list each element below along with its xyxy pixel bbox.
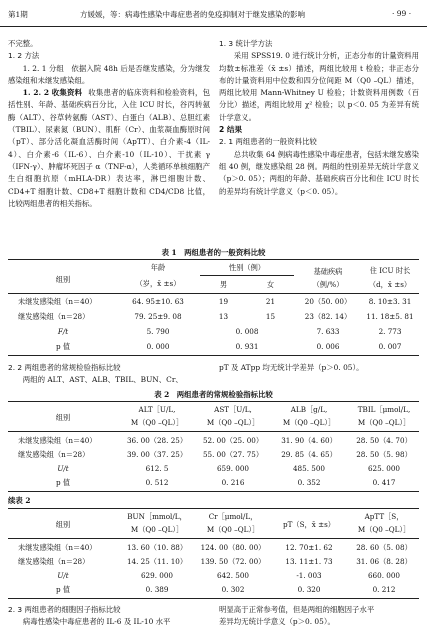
- cell-disease: 20（50. 00）: [304, 297, 352, 306]
- table-2b-header-group: 组别: [55, 520, 71, 529]
- section-title-1-2: 1. 2 方法: [8, 51, 40, 61]
- section-title-1-3: 1. 3 统计学方法: [219, 39, 273, 48]
- row-stat-label: p 值: [55, 585, 71, 594]
- row-group-label: 继发感染组（n＝28）: [18, 450, 90, 459]
- table-1-header-rule: [8, 293, 419, 294]
- cell-disease: 0. 006: [316, 342, 340, 351]
- table-1-header-female: 女: [266, 280, 275, 289]
- table-2-caption: 表 2 两组患者的常规检验指标比较: [154, 390, 273, 399]
- cell-age: 0. 000: [146, 342, 170, 351]
- paragraph-lab-right: pT 及 ATpp 均无统计学差异（p＞0. 05）。: [219, 363, 364, 372]
- cell-tbil: 28. 50（4. 70）: [356, 436, 412, 445]
- cell-male: 19: [218, 297, 229, 306]
- left-column: [8, 38, 210, 210]
- table-1-header-disease-unit: （例/%）: [312, 280, 344, 289]
- cell-disease: 23（82. 14）: [304, 312, 352, 321]
- right-column: [219, 38, 419, 198]
- table-2-continued-caption: 续表 2: [8, 496, 31, 505]
- table-1-header-sex: 性别（例）: [229, 263, 265, 272]
- cell-aptt: 31. 06（8. 28）: [356, 557, 412, 566]
- cell-alb: 31. 90（4. 60）: [281, 436, 337, 445]
- cell-cr: 139. 50（72. 00）: [200, 557, 266, 566]
- table-2b-top-rule: [8, 508, 419, 509]
- cell-icu: 2. 773: [378, 327, 402, 336]
- table-2-header-group: 组别: [55, 413, 71, 422]
- running-title: 方媛媛，等：病毒性感染中毒症患者的免疫抑制对于继发感染的影响: [80, 10, 305, 19]
- table-2b-header-unit: M（Q0 –QL）］: [357, 525, 411, 534]
- cell-icu: 11. 18±5. 81: [366, 312, 414, 321]
- cell-sex: 0. 008: [235, 327, 259, 336]
- cell-tbil: 0. 417: [372, 478, 396, 487]
- cell-alb: 0. 352: [297, 478, 321, 487]
- paragraph-cytokine-left: 病毒性感染中毒症患者的 IL-6 及 IL-10 水平: [22, 617, 171, 626]
- table-1-header-icu-unit: （d，x̄ ±s）: [368, 280, 412, 289]
- running-header: [0, 0, 427, 27]
- table-1-header-male: 男: [219, 280, 228, 289]
- row-stat-label: U/t: [57, 571, 69, 580]
- table-2-header-tbil: TBIL［μmol/L,: [357, 405, 411, 414]
- table-2b-header-bun: BUN［mmol/L，: [127, 512, 187, 521]
- table-1-header-age: 年龄: [150, 263, 166, 272]
- table-2-top-rule: [8, 401, 419, 402]
- table-1-header-icu: 住 ICU 时长: [369, 266, 411, 275]
- issue-number: 第1期: [8, 10, 28, 19]
- cell-tbil: 625. 000: [367, 464, 400, 473]
- cell-alt: 612. 5: [145, 464, 169, 473]
- table-2b-header-cr: Cr［μmol/L，: [208, 512, 258, 521]
- table-1-sex-rule: [200, 275, 294, 276]
- page-number: · 99 ·: [392, 9, 412, 18]
- row-group-label: 未继发感染组（n＝40）: [18, 436, 97, 445]
- row-stat-label: F/t: [57, 327, 69, 336]
- paragraph-fragment: 不完整。: [8, 39, 38, 48]
- cell-alt: 39. 00（37. 25）: [126, 450, 188, 459]
- table-2-bottom-rule: [8, 491, 419, 492]
- cell-icu: 8. 10±3. 31: [368, 297, 412, 306]
- table-2-header-alb: ALB［g/L,: [290, 405, 328, 414]
- cell-female: 15: [265, 312, 276, 321]
- table-2-header-unit: M（Q0 –QL）］: [206, 418, 260, 427]
- table-2b-header-unit: M（Q0 –QL）］: [206, 525, 260, 534]
- cell-ast: 55. 00（27. 75）: [202, 450, 264, 459]
- cell-icu: 0. 007: [378, 342, 402, 351]
- table-1-header-group: 组别: [55, 275, 71, 284]
- table-2-header-unit: M（Q0 –QL）］: [357, 418, 411, 427]
- cell-age: 64. 95±10. 63: [132, 297, 184, 306]
- table-1-bottom-rule: [8, 355, 419, 356]
- cell-sex: 0. 931: [235, 342, 259, 351]
- cell-pt: 12. 70±1. 62: [285, 543, 333, 552]
- cell-aptt: 28. 60（5. 08）: [356, 543, 412, 552]
- cell-tbil: 28. 50（5. 98）: [356, 450, 412, 459]
- cell-age: 5. 790: [146, 327, 170, 336]
- cell-age: 79. 25±9. 08: [134, 312, 182, 321]
- row-stat-label: p 值: [55, 342, 71, 351]
- cell-alt: 36. 00（28. 25）: [126, 436, 188, 445]
- cell-pt: -1. 003: [296, 571, 322, 580]
- paragraph-data-collection-body: 收集患者的临床资料和检验资料，包括性别、年龄、基础疾病百分比，入住 ICU 时长，谷丙转氨酶（ALT）、谷草转氨酶（AST）、白蛋白（ALB）、总胆红素（TBIL）、尿素氮（BUN）、肌酐（Cr）、血浆凝血酶原时间（pT）、部分活化凝血活酶时间（ApTT）、白介素-4（IL-4）、白介素-6（IL-6）、白介素-10（IL-10）、干扰素 γ（IFN-γ）、肿瘤坏死因子 α（TNF-α），人类循环单核细胞产生白细胞抗原（mHLA-DR）表达率，淋巴细胞计数、CD4+T 细胞计数、CD8+T 细胞计数和 CD4/CD8 比值，比较两组患者的相关指标。: [8, 88, 210, 208]
- table-2-header-rule: [8, 431, 419, 432]
- table-2-header-ast: AST［U/L,: [214, 405, 252, 414]
- table-2-header-alt: ALT［U/L,: [138, 405, 176, 414]
- cell-female: 21: [265, 297, 276, 306]
- paragraph-cytokine-right-1: 明显高于正常参考值，但是两组的细胞因子水平: [219, 605, 375, 614]
- table-1-header-disease: 基础疾病: [313, 267, 343, 276]
- paragraph-general-data: 总共收集 64 例病毒性感染中毒症患者，包括未继发感染组 40 例，继发感染组 28 例。两组的性别差异无统计学意义（p＞0. 05）；两组的年龄、基础疾病百分比和住 ICU 时长的差异均有统计学意义（p＜0. 05）。: [219, 149, 419, 196]
- cell-alb: 29. 85（4. 65）: [281, 450, 337, 459]
- table-2-header-unit: M（Q0 –QL）］: [282, 418, 336, 427]
- cell-cr: 0. 302: [221, 585, 245, 594]
- table-2b-header-unit: M（Q0 –QL）］: [130, 525, 184, 534]
- cell-bun: 629. 000: [140, 571, 173, 580]
- row-stat-label: p 值: [55, 478, 71, 487]
- cell-cr: 124. 00（80. 00）: [200, 543, 266, 552]
- cell-pt: 0. 320: [297, 585, 321, 594]
- cell-ast: 659. 000: [216, 464, 249, 473]
- row-group-label: 未继发感染组（n＝40）: [18, 297, 97, 306]
- cell-disease: 7. 633: [316, 327, 340, 336]
- paragraph-grouping: 1. 2. 1 分组 依据入院 48h 后是否继发感染，分为继发感染组和未继发感染组。: [8, 63, 210, 85]
- cell-aptt: 0. 212: [372, 585, 396, 594]
- paragraph-cytokine-right-2: 差异均无统计学意义（p＞0. 05）。: [219, 617, 335, 626]
- section-title-2-3: 2. 3 两组患者的细胞因子指标比较: [8, 605, 121, 614]
- cell-cr: 642. 500: [216, 571, 249, 580]
- paragraph-data-collection: [8, 87, 210, 210]
- paragraph-statistics: 采用 SPSS19. 0 进行统计分析，正态分布的计量资料用均数±标准差（x̄ ±s）描述，两组比较用 t 检验；非正态分布的计量资料用中位数和四分位间距 M（Q0 –QL）描述，两组比较用 Mann-Whitney U 检验；计数资料用例数（百分比）描述，两组比较用 χ² 检验；以 p＜0. 05 为差异有统计学意义。: [219, 51, 419, 122]
- cell-bun: 0. 389: [145, 585, 169, 594]
- table-2-header-unit: M（Q0 –QL）］: [130, 418, 184, 427]
- section-title-2-2: 2. 2 两组患者的常规检验指标比较: [8, 363, 121, 372]
- table-2b-bottom-rule: [8, 598, 419, 599]
- cell-ast: 0. 216: [221, 478, 245, 487]
- cell-bun: 14. 25（11. 10）: [126, 557, 188, 566]
- cell-alt: 0. 512: [145, 478, 169, 487]
- cell-alb: 485. 500: [292, 464, 325, 473]
- table-2b-header-aptt: ApTT［S，: [364, 512, 404, 521]
- cell-ast: 52. 00（25. 00）: [202, 436, 264, 445]
- table-1-caption: 表 1 两组患者的一般资料比较: [161, 248, 266, 257]
- subsection-lead: 1. 2. 2 收集资料: [22, 88, 83, 98]
- row-stat-label: U/t: [57, 464, 69, 473]
- table-1-top-rule: [8, 259, 419, 260]
- section-title-2: 2 结果: [219, 125, 243, 135]
- cell-aptt: 660. 000: [367, 571, 400, 580]
- cell-male: 13: [218, 312, 229, 321]
- row-group-label: 继发感染组（n＝28）: [18, 312, 90, 321]
- row-group-label: 未继发感染组（n＝40）: [18, 543, 97, 552]
- section-title-2-1: 2. 1 两组患者的一般资料比较: [219, 137, 317, 147]
- row-group-label: 继发感染组（n＝28）: [18, 557, 90, 566]
- cell-bun: 13. 60（10. 88）: [126, 543, 188, 552]
- cell-pt: 13. 11±1. 73: [285, 557, 333, 566]
- table-1-header-age-unit: （岁，x̄ ±s）: [135, 279, 181, 288]
- table-2b-header-rule: [8, 538, 419, 539]
- table-2b-header-pt: pT（S，x̄ ±s）: [283, 520, 335, 529]
- paragraph-lab-left: 两组的 ALT、AST、ALB、TBIL、BUN、Cr、: [22, 375, 183, 384]
